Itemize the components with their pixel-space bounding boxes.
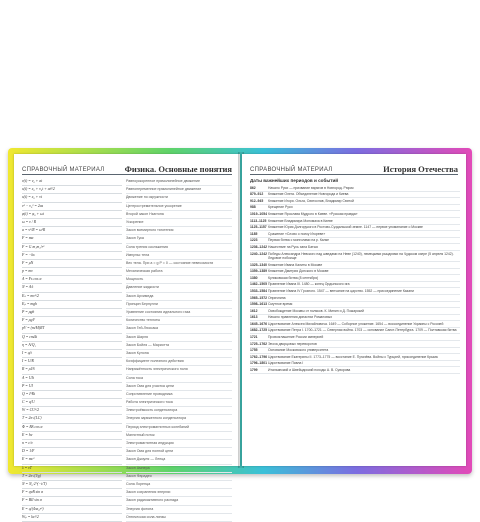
definition-row: Вес тела. При a = g P = 0 — состояние невесомости	[126, 260, 232, 268]
definition-row: Работа электрического тока	[126, 399, 232, 407]
definition-row: Равнопеременное прямолинейное движение	[126, 186, 232, 194]
history-event: Куликовская битва (8 сентября)	[268, 275, 319, 280]
history-event: Княжение Ярослава Мудрого в Киеве. «Русская правда»	[268, 211, 358, 216]
history-year: 1682–1725	[250, 328, 267, 333]
history-year: 1755	[250, 348, 258, 353]
history-year: 1598–1613	[250, 302, 267, 307]
formula-row: E = hν	[22, 432, 122, 440]
definition-row: Центростремительное ускорение	[126, 203, 232, 211]
formula-column	[22, 178, 122, 522]
history-event: Княжение Владимира Мономаха в Киеве	[268, 218, 333, 223]
formula-row: Eₚ = mgh	[22, 301, 122, 309]
definition-row: Уравнение состояния идеального газа	[126, 309, 232, 317]
history-year: 1612	[250, 308, 258, 313]
history-event: Правление Ивана IV Грозного. 1547 — венчание на царство. 1552 — присоединение Казани	[268, 288, 414, 293]
history-year: 1359–1389	[250, 269, 267, 274]
formula-row: A = UIt	[22, 375, 122, 383]
definition-row: Принцип Бернулли	[126, 301, 232, 309]
history-year: 1721	[250, 335, 258, 340]
history-event: Княжение Олега. Объединение Новгорода и Киева	[268, 192, 349, 197]
history-event: Победы Александра Невского над шведами на Неве (1240), немецкими рыцарями на Чудском озере (5 апреля 1242). Ледовое побоище	[268, 251, 454, 260]
history-row	[250, 205, 460, 212]
formula-row: D = 1/F	[22, 448, 122, 456]
formula-row: A = Fs cos α	[22, 276, 122, 284]
definition-row: Электроёмкость конденсатора	[126, 407, 232, 415]
definition-row: Коэффициент полезного действия	[126, 358, 232, 366]
history-event: Княжение Ивана Калиты в Москве	[268, 262, 323, 267]
definition-row: Давление жидкости	[126, 284, 232, 292]
left-page-header	[22, 162, 232, 175]
history-table	[250, 185, 460, 374]
formula-row: N = N₀·2^(−t/T)	[22, 481, 122, 489]
history-year: 862	[250, 185, 256, 190]
definition-row: Закон сохранения энергии	[126, 489, 232, 497]
history-row	[250, 328, 460, 335]
history-row	[250, 269, 460, 276]
history-event: Царствование Екатерины II. 1773–1775 — восстание Е. Пугачёва. Войны с Турцией, присоединение Крыма	[268, 354, 438, 359]
history-year: 1223	[250, 238, 258, 243]
formula-row: E = mc²	[22, 456, 122, 464]
history-row	[250, 244, 460, 251]
formula-row: Q = cmΔt	[22, 334, 122, 342]
formula-row: p = mv	[22, 268, 122, 276]
history-event: Основание Московского университета	[268, 348, 329, 353]
history-row	[250, 218, 460, 225]
definition-row: Мощность	[126, 276, 232, 284]
history-row	[250, 334, 460, 341]
history-event: Царствование Алексея Михайловича. 1649 — Соборное уложение. 1654 — воссоединение Украины с Россией	[268, 321, 444, 326]
history-row	[250, 302, 460, 309]
history-year: 1125–1157	[250, 225, 267, 230]
history-year: 1725–1762	[250, 341, 267, 346]
history-row	[250, 185, 460, 192]
formula-row: N = A/t	[22, 284, 122, 292]
history-row	[250, 341, 460, 348]
left-page	[14, 154, 240, 519]
formula-row: x(t) = x₀ + vt	[22, 194, 122, 202]
definition-row: Ускорение	[126, 219, 232, 227]
history-row	[250, 348, 460, 355]
formula-row: T = 2π√(l/g)	[22, 473, 122, 481]
definition-row: Импульс тела	[126, 252, 232, 260]
history-event: Освобождение Москвы от поляков. К. Минин и Д. Пожарский	[268, 308, 364, 313]
history-row	[250, 295, 460, 302]
definition-row: Закон Джоуля — Ленца	[126, 456, 232, 464]
formula-row: Wₚ = kx²/2	[22, 514, 122, 522]
definition-row: Закон Кулона	[126, 350, 232, 358]
history-year: 1533–1584	[250, 288, 267, 293]
definition-row: Закон Шарля	[126, 334, 232, 342]
history-row	[250, 288, 460, 295]
definition-row: Оптическая сила линзы	[126, 514, 232, 522]
formula-row: F = −kx	[22, 252, 122, 260]
formula-row: P = UI	[22, 383, 122, 391]
definition-row: Закон Фарадея	[126, 473, 232, 481]
left-page-title: Физика. Основные понятия	[124, 164, 232, 174]
right-header-label: СПРАВОЧНЫЙ МАТЕРИАЛ	[250, 167, 333, 173]
definition-row: Равноускоренное прямолинейное движение	[126, 178, 232, 186]
history-year: 1796–1801	[250, 361, 267, 366]
history-event: Крещение Руси	[268, 205, 293, 210]
formula-row: x(t) = x₀ + v₀t + at²/2	[22, 186, 122, 194]
formula-row: P = ρgh	[22, 309, 122, 317]
definition-row: Период электромагнитных колебаний	[126, 424, 232, 432]
definition-row: Закон Ампера	[126, 465, 232, 473]
definition-row: Сопротивление проводника	[126, 391, 232, 399]
definition-row: Сила трения скольжения	[126, 244, 232, 252]
definition-row: Закон всемирного тяготения	[126, 227, 232, 235]
formula-row: v² − v₀² = 2as	[22, 203, 122, 211]
history-row	[250, 262, 460, 269]
history-event: Начало правления династии Романовых	[268, 315, 333, 320]
history-event: Эпоха дворцовых переворотов	[268, 341, 317, 346]
formula-row: φ(t) = φ₀ + ωt	[22, 211, 122, 219]
formula-row: λ = vT	[22, 465, 122, 473]
formula-row: R = ρl/S	[22, 366, 122, 374]
history-event: Княжение Игоря. Ольга, Святослав, Владимир Святой	[268, 198, 354, 203]
formula-row: F = μN	[22, 260, 122, 268]
history-year: 1613	[250, 315, 258, 320]
right-page-title: История Отечества	[383, 164, 458, 174]
history-event: Княжение Дмитрия Донского в Москве	[268, 269, 329, 274]
history-event: Начало Руси — призвание варягов в Новгород. Рюрик	[268, 185, 354, 190]
definition-row: Энергия фотона	[126, 506, 232, 514]
history-event: Царствование Павла I	[268, 361, 304, 366]
history-row	[250, 275, 460, 282]
history-year: 1799	[250, 368, 258, 373]
formula-row: Eₖ = mv²/2	[22, 293, 122, 301]
definition-row: Второй закон Ньютона	[126, 211, 232, 219]
history-year: 1565–1572	[250, 295, 267, 300]
definition-row: Движение по окружности	[126, 194, 232, 202]
formula-row: W = CU²/2	[22, 407, 122, 415]
formula-row: F = qvB sin α	[22, 489, 122, 497]
formula-row: v(t) = v₀ + at	[22, 178, 122, 186]
formula-row: I = q/t	[22, 350, 122, 358]
definition-row: Энергия заряженного конденсатора	[126, 415, 232, 423]
history-year: 1645–1676	[250, 321, 267, 326]
history-row	[250, 211, 460, 218]
history-event: Смутное время	[268, 302, 293, 307]
history-event: Сражение «Слово о полку Игореве»	[268, 231, 326, 236]
history-event: Царствование Петра I. 1700–1721 — Северная война. 1703 — основание Санкт-Петербурга. 1709 — Полтавская битва	[268, 328, 457, 333]
formula-row: η = A/Q₁	[22, 342, 122, 350]
history-year: 1240–1242	[250, 251, 267, 256]
history-event: Нашествие на Русь хана Батыя	[268, 244, 318, 249]
history-year: 1113–1125	[250, 218, 267, 223]
definition-row: Закон Гука	[126, 235, 232, 243]
history-row	[250, 251, 460, 262]
formula-row: n = c/v	[22, 440, 122, 448]
history-row	[250, 238, 460, 245]
history-event: Первая битва с монголами на р. Калке	[268, 238, 330, 243]
definition-row: Сила Лоренца	[126, 481, 232, 489]
definition-row: Закон Бойля — Мариотта	[126, 342, 232, 350]
formula-row: pV = (m/M)RT	[22, 325, 122, 333]
formula-row: a = v²/R = ω²R	[22, 227, 122, 235]
formula-row: T = 2π√(LC)	[22, 415, 122, 423]
definition-column	[126, 178, 232, 522]
history-year: 1762–1796	[250, 354, 267, 359]
definition-row: Магнитный поток	[126, 432, 232, 440]
formula-row: Q = I²Rt	[22, 391, 122, 399]
history-row	[250, 198, 460, 205]
history-year: 1462–1505	[250, 282, 267, 287]
right-page-header	[250, 162, 458, 175]
history-row	[250, 308, 460, 315]
history-year: 1019–1054	[250, 211, 267, 216]
history-row	[250, 231, 460, 238]
left-header-label: СПРАВОЧНЫЙ МАТЕРИАЛ	[22, 167, 105, 173]
right-page	[242, 154, 466, 466]
formula-row: I = U/R	[22, 358, 122, 366]
history-year: 912–945	[250, 198, 264, 203]
definition-row: Количество теплоты	[126, 317, 232, 325]
history-event: Итальянский и Швейцарский походы А. В. Суворова	[268, 368, 351, 373]
history-row	[250, 361, 460, 368]
formula-row: E = q/(4πε₀r²)	[22, 506, 122, 514]
formula-row: F = G m₁m₂/r²	[22, 244, 122, 252]
history-row	[250, 315, 460, 322]
definition-row: Сила тока	[126, 375, 232, 383]
history-year: 1325–1340	[250, 262, 267, 267]
history-row	[250, 192, 460, 199]
formula-row: Φ = BS cos α	[22, 424, 122, 432]
history-event: Провозглашение России империей	[268, 335, 324, 340]
definition-row: Закон радиоактивного распада	[126, 497, 232, 505]
definition-row: Электромагнитная индукция	[126, 440, 232, 448]
definition-row: Закон Архимеда	[126, 293, 232, 301]
definition-row: Напряжённость электрического поля	[126, 366, 232, 374]
history-event: Опричнина	[268, 295, 286, 300]
history-year: 1380	[250, 275, 258, 280]
history-row	[250, 282, 460, 289]
history-row	[250, 354, 460, 361]
history-year: 879–912	[250, 192, 264, 197]
formula-row: F = ma	[22, 235, 122, 243]
formula-row: ω = v / R	[22, 219, 122, 227]
formula-row: F = BIl sin α	[22, 497, 122, 505]
history-year: 1236–1242	[250, 244, 267, 249]
history-event: Правление Ивана III. 1480 — конец Ордынского ига	[268, 282, 350, 287]
definition-row: Механическая работа	[126, 268, 232, 276]
history-event: Княжение Юрия Долгорукого в Ростово-Суздальской земле. 1147 — первое упоминание о Москве	[268, 225, 423, 230]
history-row	[250, 367, 460, 374]
formula-row: C = q/U	[22, 399, 122, 407]
definition-row: Закон Ома для участка цепи	[126, 383, 232, 391]
notebook-spread	[8, 148, 472, 519]
history-subtitle: Даты важнейших периодов и событий	[250, 178, 339, 183]
formula-row: F = ρgV	[22, 317, 122, 325]
history-year: 988	[250, 205, 256, 210]
history-year: 1185	[250, 231, 258, 236]
history-row	[250, 225, 460, 232]
history-row	[250, 321, 460, 328]
definition-row: Закон Ома для полной цепи	[126, 448, 232, 456]
definition-row: Закон Гей-Люссака	[126, 325, 232, 333]
